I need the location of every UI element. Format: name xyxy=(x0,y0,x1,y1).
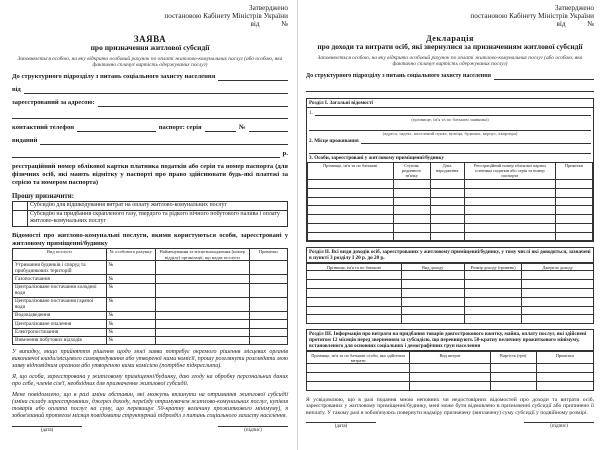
signature-row xyxy=(12,426,288,433)
sign-signature-field[interactable]: (підпис) xyxy=(524,422,594,429)
table-row[interactable] xyxy=(307,297,594,306)
table-row[interactable] xyxy=(308,197,593,206)
section-1-header: Розділ І. Загальні відомості xyxy=(306,98,594,108)
table-row[interactable]: Централізоване опалення № xyxy=(13,320,288,328)
purpose-row[interactable]: Субсидію на придбання скрапленого газу, твердого та рідкого пічного побутового палива і оплату житлово-комунальних послуг xyxy=(13,210,288,226)
consent-paragraph-2: Я, що особа, зареєстрована у житловому приміщенні/будинку, даю згоду на обробку персональних даних про себе, членів сім'ї, необхідних для призначення житлової субсидії. xyxy=(12,374,288,388)
expenses-table: Прізвище, ім'я та по батькові особи, яка здійснила витрати Вид витрат Вартість (грн) Примітки xyxy=(306,351,594,390)
table-row[interactable] xyxy=(307,373,594,382)
page-divider xyxy=(297,0,298,450)
recipient-line-2[interactable] xyxy=(306,85,594,92)
table-row[interactable] xyxy=(307,364,594,373)
table-row[interactable] xyxy=(307,271,594,280)
recipient-line[interactable]: До структурного підрозділу з питань соціального захисту населення xyxy=(12,73,288,81)
persons-table: Прізвище, ім'я та по батькові Ступінь родинного зв'язку Дата народження Реєстраційний номер облікової картки платника податків або серія та номер паспорта Примітки xyxy=(307,162,593,242)
sign-signature-field[interactable]: (підпис) xyxy=(218,426,288,433)
income-table: Прізвище, ім'я та по батькові Вид доходу Розмір доходу (гривень) Джерело доходу xyxy=(306,263,594,324)
issued-field[interactable]: виданий xyxy=(12,137,288,145)
purpose-checkbox[interactable] xyxy=(13,201,28,210)
phone-passport-field[interactable]: контактний телефон паспорт: серія № xyxy=(12,124,288,132)
address-field[interactable]: зареєстрований за адресою: xyxy=(12,99,288,107)
table-row[interactable] xyxy=(307,289,594,298)
table-row[interactable] xyxy=(307,306,594,315)
section-1-box: 1. (прізвище, ім'я та по батькові заявника) (адреса, індекс, населений пункт, вулиця, будинок, корпус, квартира) 2. Місце проживання 3. Особи, зареєстровані у житловому приміщенні/будинку Прізвище, ім'я та по батькові Ступінь родинного зв'язку Дата народження Реєстраційний номер облікової картки платника податків або серія та номер паспорта Примітки xyxy=(306,108,594,243)
table-row[interactable]: Вивезення побутових відходів № xyxy=(13,336,288,344)
table-row[interactable] xyxy=(308,223,593,232)
section-3-header: Розділ ІІІ. Інформація про витрати на придбання товарів довгострокового вжитку, майна, оплату послуг, які здійснені протягом 12 місяців перед зверненням за субсидією, що перевищують 50-кратну величину прожиткового мінімуму, встановленого для основних соціальних і демографічних груп населення xyxy=(306,329,594,351)
application-form-page xyxy=(0,0,296,450)
issued-date-field[interactable]: р. xyxy=(12,150,288,158)
tax-number-text: реєстраційний номер облікової картки платника податків або серія та номер паспорта (для фізичних осіб, які мають відмітку у паспорті про право здійснювати будь-які платежі за серією та номером паспорта) xyxy=(12,162,288,187)
table-row[interactable] xyxy=(307,315,594,324)
declaration-statement: Я усвідомлюю, що в разі подання мною неповних чи недостовірних відомостей про доходи та витрати осіб, зареєстрованих у житловому приміщенні/будинку, мені може бути відмовлено в призначенні субсидії або припинено її виплату. У такому разі я зобов'язуюсь повернути надміру призначену (виплачену) суму субсидії у подвійному розмірі. xyxy=(306,396,594,416)
date-signature-field[interactable]: (дата) xyxy=(12,426,82,433)
table-row[interactable] xyxy=(308,179,593,188)
declaration-title: Декларація xyxy=(426,34,474,43)
purpose-label: Прошу призначити: xyxy=(12,192,74,200)
table-row[interactable]: Газопостачання № xyxy=(13,275,288,283)
application-subtitle: про призначення житлової субсидії xyxy=(90,43,210,52)
section-2-header: Розділ ІІ. Всі види доходів осіб, зареєстрованих у житловому приміщенні/будинку, у тому числі які доводяться, зазначені в пункті 3 розділу І 20 р. до 20 р. xyxy=(306,247,594,263)
declaration-note: Заповнюється особою, на яку відкрито особовий рахунок по оплаті житлово-комунальних послуг (або особою, яка фактично сплачує вартість одержуваних послуг) xyxy=(317,54,583,67)
section-1-name-field[interactable] xyxy=(309,122,591,131)
utilities-info-text: Відомості про житлово-комунальні послуги, якими користуються особи, зареєстровані у житловому приміщенні/будинку xyxy=(12,231,288,247)
consent-paragraph-1: У випадку, якщо прийняття рішення щодо моєї заяви потребує окремого рішення місцевих органів виконавчої влади/місцевого самоврядування або утвореної ними комісії, прошу розглянути розглядати мою заяву відповідним органом або утвореною ними комісією (потрібне підкреслити). xyxy=(12,349,288,370)
from-field[interactable]: від xyxy=(12,86,288,94)
table-row[interactable]: Утримання будинків і споруд та прибудинкових територій № xyxy=(13,261,288,275)
recipient-line[interactable]: До структурного підрозділу з питань соціального захисту населення xyxy=(306,72,594,80)
purpose-table xyxy=(12,201,288,227)
consent-paragraph-3: Мене повідомлено, що в разі зміни обставин, які можуть вплинути на отримання житлової субсидії (зміна складу зареєстрованих, джерел доходу, переїзду отримувачем житлово-комунальних послуг, купівля товарів або оплата послуг на суму, що перевищує 50-кратну величину прожиткового мінімуму), я зобов'язаний протягом місяця повідомити структурний підрозділ з питань соціального захисту населення. xyxy=(12,392,288,420)
declaration-subtitle: про доходи та витрати осіб, які звернулися за призначенням житлової субсидії xyxy=(317,42,583,51)
table-row[interactable] xyxy=(308,206,593,215)
address-field-2[interactable] xyxy=(12,112,288,119)
declaration-form-page xyxy=(300,0,600,450)
application-note: Заповнюється особою, на яку відкрито особовий рахунок по оплаті житлово-комунальних послуг (або особою, яка фактично сплачує вартість одержуваних послуг) xyxy=(17,55,283,68)
table-row[interactable]: Централізоване постачання холодної води № xyxy=(13,283,288,297)
table-row[interactable] xyxy=(308,188,593,197)
table-row[interactable]: Централізоване постачання гарячої води № xyxy=(13,297,288,311)
approval-stamp: Затверджено постановою Кабінету Міністрів України від № xyxy=(470,4,594,28)
date-signature-field[interactable]: (дата) xyxy=(306,422,376,429)
purpose-row[interactable]: Субсидію для відшкодування витрат на оплату житлово-комунальних послуг xyxy=(13,201,288,210)
table-row[interactable] xyxy=(307,381,594,390)
approval-stamp: Затверджено постановою Кабінету Міністрів України від № xyxy=(164,4,288,28)
table-row[interactable] xyxy=(308,232,593,241)
residence-field[interactable] xyxy=(309,145,591,154)
purpose-checkbox[interactable] xyxy=(13,210,28,226)
table-row[interactable] xyxy=(308,215,593,224)
utilities-table: Вид послуги № особового рахунку Найменування та місцезнаходження (номер відділу) організації, що надає послуги Примітки Утримання будинків і споруд та прибудинкових територій № Газопостачання № Централізоване постачання холодної води № Централізоване постачання гарячої води № Водовідведення № Централізоване опалення № Електропостачання № Вивезення побутових відходів № xyxy=(12,248,288,345)
signature-row xyxy=(306,422,594,429)
table-row[interactable]: Електропостачання № xyxy=(13,328,288,336)
table-row[interactable] xyxy=(307,280,594,289)
table-row[interactable]: Водовідведення № xyxy=(13,311,288,319)
application-title: ЗАЯВА xyxy=(133,34,167,44)
